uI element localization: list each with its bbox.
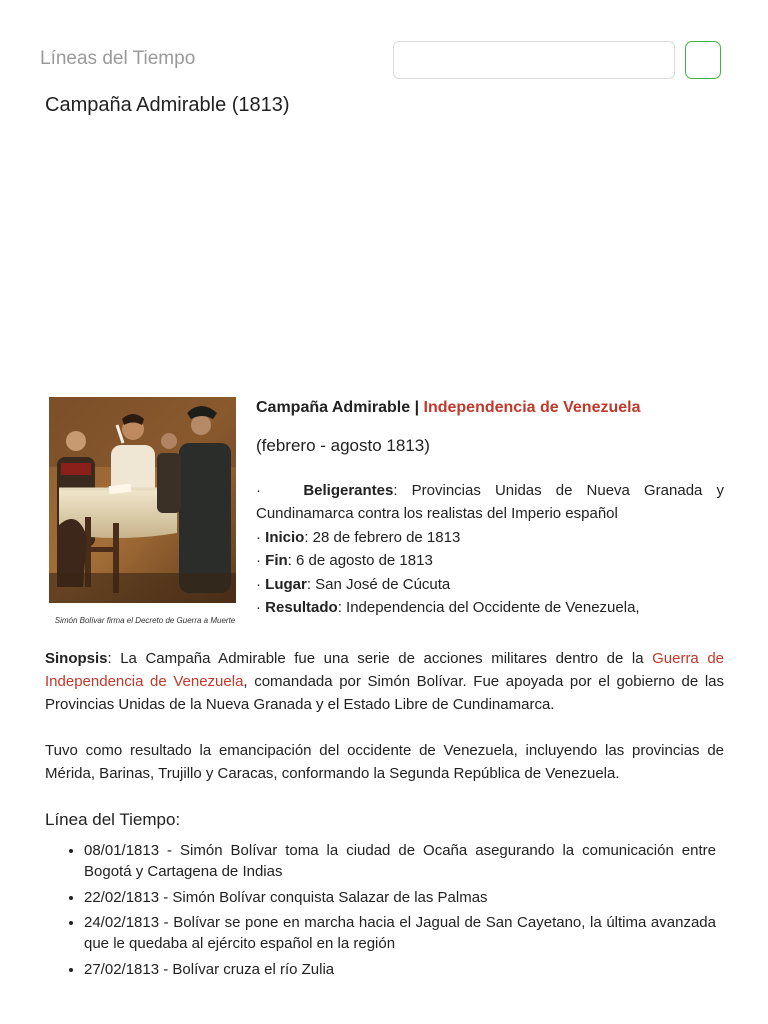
fact-label: Lugar xyxy=(265,575,307,593)
info-panel xyxy=(256,397,724,619)
search-button[interactable] xyxy=(685,41,721,79)
fact-label: Beligerantes xyxy=(303,482,394,499)
synopsis-text-after: , comandada por Simón Bolívar. Fue apoyada por el gobierno de las Provincias Unidas de la Nueva Granada y el Estado Libre de Cundinamarca. xyxy=(45,673,724,713)
fact-value: : 6 de agosto de 1813 xyxy=(287,552,433,570)
info-title xyxy=(256,397,724,419)
fact-bullet: · xyxy=(256,552,261,570)
fact-bullet: · xyxy=(256,575,261,593)
category-link[interactable]: Independencia de Venezuela xyxy=(423,399,641,416)
timeline-list xyxy=(45,840,716,984)
synopsis-text-before: : La Campaña Admirable fue una serie de acciones militares dentro de la xyxy=(107,650,653,667)
fact-bullet: · xyxy=(256,528,261,546)
title-separator: | xyxy=(414,399,420,416)
date-range: (febrero - agosto 1813) xyxy=(256,436,430,455)
fact-value: : San José de Cúcuta xyxy=(306,575,451,593)
fact-fin xyxy=(256,549,724,572)
synopsis-label: Sinopsis xyxy=(45,650,108,667)
fact-label: Inicio xyxy=(265,528,305,546)
painting-image xyxy=(49,397,236,603)
fact-bullet: · xyxy=(256,482,261,499)
site-title[interactable]: Líneas del Tiempo xyxy=(40,48,196,69)
facts-list xyxy=(256,479,724,619)
page-title: Campaña Admirable (1813) xyxy=(45,94,290,116)
search-input[interactable] xyxy=(393,41,675,79)
timeline-item: • 08/01/1813 - Simón Bolívar toma la ciudad de Ocaña asegurando la comunicación entre Bogotá y Cartagena de Indias xyxy=(84,840,716,882)
info-title-text: Campaña Admirable xyxy=(256,399,411,416)
synopsis-paragraph xyxy=(45,647,724,716)
fact-value: : Independencia del Occidente de Venezuela, xyxy=(337,599,640,617)
fact-beligerantes xyxy=(256,479,724,526)
fact-resultado xyxy=(256,596,724,619)
fact-inicio xyxy=(256,526,724,549)
timeline-item: • 24/02/1813 - Bolívar se pone en marcha hacia el Jagual de San Cayetano, la última avanzada que le quedaba al ejército español en la región xyxy=(84,912,716,954)
fact-bullet: · xyxy=(256,599,261,617)
timeline-item: • 22/02/1813 - Simón Bolívar conquista Salazar de las Palmas xyxy=(84,887,716,908)
fact-label: Fin xyxy=(265,552,288,570)
result-paragraph: Tuvo como resultado la emancipación del occidente de Venezuela, incluyendo las provincias de Mérida, Barinas, Trujillo y Caracas, conformando la Segunda República de Venezuela. xyxy=(45,742,724,782)
image-caption: Simón Bolívar firma el Decreto de Guerra a Muerte xyxy=(54,616,236,625)
war-link[interactable]: Guerra de Independencia de Venezuela xyxy=(45,650,724,690)
fact-value: : 28 de febrero de 1813 xyxy=(304,528,461,546)
fact-value: : Provincias Unidas de Nueva Granada y Cundinamarca contra los realistas del Imperio español xyxy=(256,482,724,523)
timeline-item: • 27/02/1813 - Bolívar cruza el río Zulia xyxy=(84,959,716,980)
fact-label: Resultado xyxy=(265,599,338,617)
timeline-heading: Línea del Tiempo: xyxy=(45,810,181,829)
fact-lugar xyxy=(256,573,724,596)
